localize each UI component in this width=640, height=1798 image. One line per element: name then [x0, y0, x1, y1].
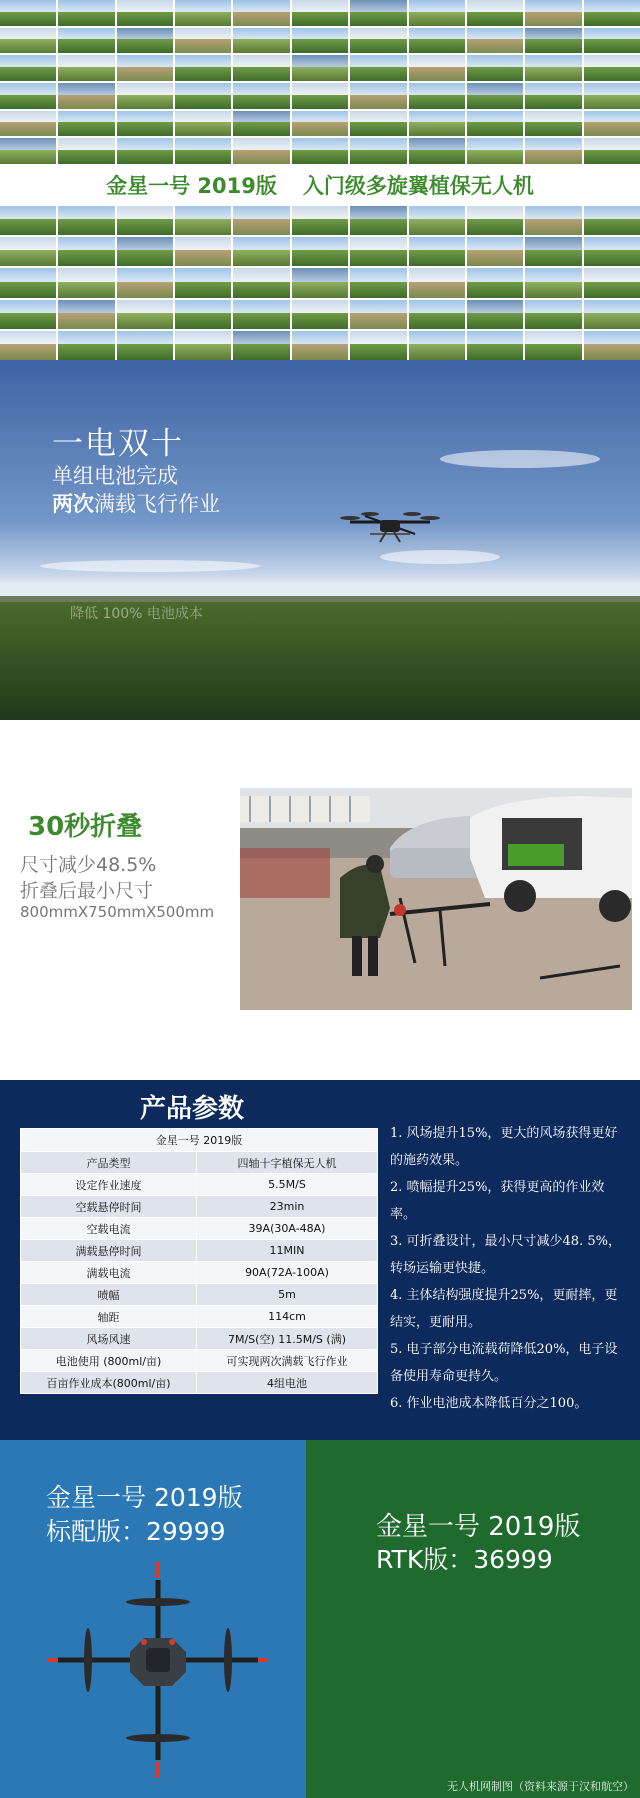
field-photo-tile [175, 268, 231, 297]
field-photo-tile [233, 300, 289, 329]
field-photo-tile [584, 237, 640, 266]
field-photo-tile [175, 55, 231, 81]
field-photo-tile [292, 138, 348, 164]
param-label: 喷幅 [21, 1284, 197, 1306]
fold-dimensions: 800mmX750mmX500mm [20, 903, 215, 921]
field-photo-tile [350, 268, 406, 297]
field-photo-tile [584, 268, 640, 297]
field-photo-tile [584, 300, 640, 329]
params-title: 产品参数 [140, 1094, 245, 1124]
field-photo-tile [467, 28, 523, 54]
field-photo-tile [409, 237, 465, 266]
field-photo-tile [467, 111, 523, 137]
title-banner [0, 164, 640, 206]
field-photo-tile [0, 138, 56, 164]
fold-size-reduction: 尺寸减少48.5% [20, 854, 157, 876]
field-photo-tile [233, 206, 289, 235]
field-photo-tile [350, 237, 406, 266]
field-photo-tile [292, 300, 348, 329]
rtk-edition-name: 金星一号 2019版 [376, 1512, 581, 1542]
note-item: 4. 主体结构强度提升25%，更耐摔，更结实，更耐用。 [390, 1288, 618, 1330]
param-value: 四轴十字植保无人机 [197, 1152, 378, 1174]
field-photo-tile [0, 237, 56, 266]
cloud [40, 560, 260, 572]
param-value: 39A(30A-48A) [197, 1218, 378, 1240]
table-row [21, 1196, 378, 1218]
table-row [21, 1152, 378, 1174]
field-photo-tile [175, 300, 231, 329]
field-photo-tile [525, 138, 581, 164]
field-photo-tile [584, 138, 640, 164]
field-photo-tile [409, 138, 465, 164]
field-photo-tile [233, 268, 289, 297]
params-table [20, 1128, 378, 1394]
rtk-edition-panel [306, 1440, 640, 1798]
field-photo-tile [525, 0, 581, 26]
field-photo-tile [467, 206, 523, 235]
field-photo-tile [117, 83, 173, 109]
banner-tagline: 入门级多旋翼植保无人机 [302, 174, 534, 198]
field-photo-tile [467, 268, 523, 297]
field-photo-tile [58, 331, 114, 360]
field-photo-tile [117, 300, 173, 329]
standard-edition-name: 金星一号 2019版 [46, 1483, 243, 1512]
field-photo-tile [292, 206, 348, 235]
field-photo-tile [467, 55, 523, 81]
field-photo-tile [58, 237, 114, 266]
field-photo-tile [525, 237, 581, 266]
field-photo-tile [117, 237, 173, 266]
field-photo-tile [525, 268, 581, 297]
field-photo-tile [350, 300, 406, 329]
field-photo-tile [117, 138, 173, 164]
table-row [21, 1262, 378, 1284]
battery-line-1: 单组电池完成 [52, 464, 178, 488]
field-photo-tile [584, 111, 640, 137]
param-value: 23min [197, 1196, 378, 1218]
table-row [21, 1284, 378, 1306]
field-photo-tile [525, 206, 581, 235]
field-photo-tile [467, 0, 523, 26]
field-photo-tile [467, 138, 523, 164]
param-value: 可实现两次满载飞行作业 [197, 1350, 378, 1372]
field-photo-tile [292, 83, 348, 109]
source-footer: 无人机网制图（资料来源于汉和航空） [447, 1780, 634, 1793]
field-photo-tile [350, 331, 406, 360]
fold-photo [240, 788, 632, 1010]
field-photo-tile [58, 55, 114, 81]
field-photo-tile [117, 28, 173, 54]
field-photo-tile [233, 0, 289, 26]
field-photo-tile [0, 28, 56, 54]
param-label: 满载悬停时间 [21, 1240, 197, 1262]
param-label: 轴距 [21, 1306, 197, 1328]
param-value: 5.5M/S [197, 1174, 378, 1196]
field-photo-tile [0, 331, 56, 360]
field-photo-tile [584, 331, 640, 360]
param-value: 90A(72A-100A) [197, 1262, 378, 1284]
field-photo-tile [175, 111, 231, 137]
field-photo-tile [350, 28, 406, 54]
field-photo-tile [525, 83, 581, 109]
field-photo-tile [0, 0, 56, 26]
battery-line-2: 两次满载飞行作业 [52, 492, 220, 516]
param-label: 设定作业速度 [21, 1174, 197, 1196]
drone-top-view-icon [48, 1560, 268, 1780]
field-photo-tile [175, 138, 231, 164]
note-item: 5. 电子部分电流载荷降低20%，电子设备使用寿命更持久。 [390, 1342, 618, 1384]
note-item: 2. 喷幅提升25%，获得更高的作业效率。 [390, 1180, 605, 1222]
field-photo-tile [0, 55, 56, 81]
param-label: 电池使用 (800ml/亩) [21, 1350, 197, 1372]
field-photo-tile [175, 206, 231, 235]
table-header: 金星一号 2019版 [21, 1129, 378, 1152]
field-photo-tile [409, 28, 465, 54]
field-photo-tile [350, 111, 406, 137]
fold-title: 30秒折叠 [28, 812, 143, 842]
table-row [21, 1372, 378, 1394]
field-photo-tile [584, 83, 640, 109]
param-label: 产品类型 [21, 1152, 197, 1174]
param-label: 百亩作业成本(800ml/亩) [21, 1372, 197, 1394]
table-row [21, 1218, 378, 1240]
fold-section [0, 720, 640, 1080]
field-photo-tile [0, 83, 56, 109]
field-photo-tile [175, 83, 231, 109]
field-photo-tile [525, 300, 581, 329]
field-photo-tile [525, 331, 581, 360]
field-photo-tile [292, 268, 348, 297]
field-photo-tile [350, 0, 406, 26]
field-photo-tile [233, 55, 289, 81]
param-value: 4组电池 [197, 1372, 378, 1394]
field-photo-tile [292, 237, 348, 266]
field-photo-tile [409, 206, 465, 235]
field-photo-tile [0, 111, 56, 137]
note-item: 3. 可折叠设计，最小尺寸减少48. 5%，转场运输更快捷。 [390, 1234, 621, 1276]
param-value: 114cm [197, 1306, 378, 1328]
field-photo-tile [0, 268, 56, 297]
field-photo-tile [58, 111, 114, 137]
field-photo-tile [467, 300, 523, 329]
fold-min-size-label: 折叠后最小尺寸 [20, 880, 154, 902]
field-photo-tile [409, 331, 465, 360]
table-row [21, 1240, 378, 1262]
table-row [21, 1328, 378, 1350]
field-photo-tile [350, 206, 406, 235]
param-label: 空载悬停时间 [21, 1196, 197, 1218]
field-photo-tile [58, 268, 114, 297]
field-photo-tile [175, 28, 231, 54]
field-photo-tile [117, 111, 173, 137]
field-photo-tile [525, 28, 581, 54]
param-value: 5m [197, 1284, 378, 1306]
field-photo-tile [233, 237, 289, 266]
field-photo-tile [350, 83, 406, 109]
field-photo-tile [58, 206, 114, 235]
field-photo-tile [467, 83, 523, 109]
field-photo-tile [58, 83, 114, 109]
field-photo-tile [175, 331, 231, 360]
param-label: 空载电流 [21, 1218, 197, 1240]
cloud [380, 550, 500, 564]
field-photo-tile [409, 300, 465, 329]
field-photo-tile [117, 0, 173, 26]
field-photo-tile [292, 0, 348, 26]
field-photo-tile [292, 331, 348, 360]
standard-edition-price: 标配版：29999 [46, 1517, 226, 1546]
battery-section [0, 360, 640, 720]
field-photo-tile [292, 55, 348, 81]
field-photo-tile [233, 111, 289, 137]
standard-edition-panel [0, 1440, 306, 1798]
note-item: 1. 风场提升15%，更大的风场获得更好的施药效果。 [390, 1126, 618, 1168]
field-photo-tile [58, 300, 114, 329]
field-photo-tile [409, 0, 465, 26]
folding-scene-image [240, 788, 632, 1010]
field-photo-tile [467, 331, 523, 360]
battery-cost-watermark: 降低 100% 电池成本 [70, 606, 203, 622]
photo-grid-bottom [0, 206, 640, 360]
field-photo-tile [233, 28, 289, 54]
field-photo-tile [584, 28, 640, 54]
field-photo-tile [525, 55, 581, 81]
field-photo-tile [350, 55, 406, 81]
field-photo-tile [467, 237, 523, 266]
field-photo-tile [292, 28, 348, 54]
field-photo-tile [350, 138, 406, 164]
table-row [21, 1306, 378, 1328]
field-photo-tile [584, 206, 640, 235]
field-photo-tile [117, 55, 173, 81]
price-section [0, 1440, 640, 1798]
photo-grid-top [0, 0, 640, 164]
field-photo-tile [58, 0, 114, 26]
field-photo-tile [409, 83, 465, 109]
field-photo-tile [409, 111, 465, 137]
field-photo-tile [117, 206, 173, 235]
field-photo-tile [175, 0, 231, 26]
field-photo-tile [292, 111, 348, 137]
photo-mosaic-section [0, 0, 640, 360]
param-value: 11MIN [197, 1240, 378, 1262]
field-photo-tile [0, 300, 56, 329]
field-photo-tile [175, 237, 231, 266]
field-photo-tile [584, 55, 640, 81]
field-photo-tile [409, 268, 465, 297]
battery-headline: 一电双十 [52, 426, 184, 462]
field-photo-tile [233, 83, 289, 109]
field-photo-tile [58, 28, 114, 54]
rtk-edition-price: RTK版：36999 [376, 1545, 553, 1574]
note-item: 6. 作业电池成本降低百分之100。 [390, 1396, 588, 1411]
field-photo-tile [409, 55, 465, 81]
params-notes [390, 1120, 630, 1417]
param-label: 风场风速 [21, 1328, 197, 1350]
field-photo-tile [584, 0, 640, 26]
params-section [0, 1080, 640, 1440]
drone-flying-icon [340, 508, 440, 548]
cloud [440, 450, 600, 468]
field-photo-tile [58, 138, 114, 164]
banner-product: 金星一号 2019版 [106, 174, 277, 198]
table-row [21, 1174, 378, 1196]
param-label: 满载电流 [21, 1262, 197, 1284]
field-photo-tile [0, 206, 56, 235]
field-photo-tile [117, 268, 173, 297]
param-value: 7M/S(空) 11.5M/S (满) [197, 1328, 378, 1350]
field-photo-tile [525, 111, 581, 137]
field-photo-tile [117, 331, 173, 360]
table-row [21, 1350, 378, 1372]
field-photo-tile [233, 331, 289, 360]
field-photo-tile [233, 138, 289, 164]
